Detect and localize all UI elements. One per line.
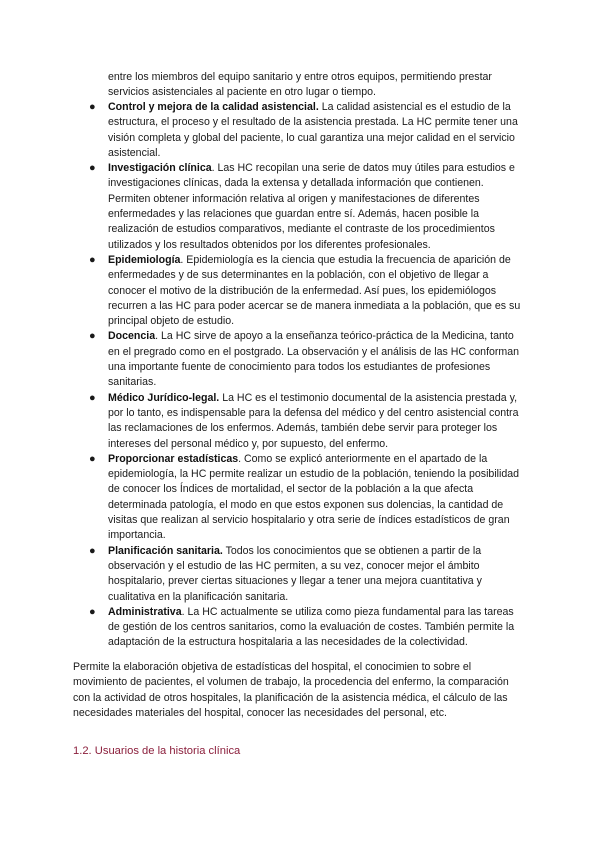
bullet-icon: ● <box>89 101 96 113</box>
bullet-icon: ● <box>89 162 96 175</box>
bullet-list <box>89 100 523 651</box>
bullet-text: . La HC actualmente se utiliza como pieza fundamental para las tareas de gestión de los centros sanitarios, como la evaluación de costes. También permite la adaptación de la estructura hospitalaria a las necesidades de la colectividad. <box>108 605 515 649</box>
bullet-item <box>89 605 523 651</box>
bullet-icon: ● <box>89 253 96 266</box>
bullet-title: Epidemiología <box>108 253 181 266</box>
bullet-icon: ● <box>89 330 96 343</box>
bullet-title: Investigación clínica <box>108 162 212 175</box>
bullet-item <box>89 391 523 452</box>
bullet-icon: ● <box>89 452 96 465</box>
bullet-item <box>89 253 523 329</box>
bullet-text: . Las HC recopilan una serie de datos muy útiles para estudios e investigaciones clínicas, dada la extensa y detallada información que contienen. Permiten obtener información relativa al origen y manifestaciones de diferentes enfermedades y las relaciones que guardan entre sí. Además, hacen posible la realización de estudios comparativos, mediante el contraste de los procedimientos utilizados y los resultados obtenidos por los diferentes profesionales. <box>108 162 515 251</box>
bullet-item <box>89 329 523 390</box>
bullet-title: Administrativa <box>108 605 182 618</box>
bullet-title: Proporcionar estadísticas <box>108 452 239 465</box>
bullet-icon: ● <box>89 605 96 618</box>
bullet-item <box>89 544 523 605</box>
section-heading: 1.2. Usuarios de la historia clínica <box>73 745 241 757</box>
bullet-text: La HC es el testimonio documental de la asistencia prestada y, por lo tanto, es indispensable para la defensa del médico y del centro asistencial contra las reclamaciones de los enfermos. Además, también debe servir para proteger los intereses del personal médico y, por supuesto, del enfermo. <box>108 391 519 450</box>
continuation-text: entre los miembros del equipo sanitario y entre otros equipos, permitiendo prestar servicios asistenciales al paciente en otro lugar o tiempo. <box>108 71 492 99</box>
bullet-text: Todos los conocimientos que se obtienen a partir de la observación y el estudio de las HC permiten, a su vez, conocer mejor el ámbito hospitalario, prever ciertas situaciones y llegar a tener una mejora cuantitativa y cualitativa en la planificación sanitaria. <box>108 544 482 603</box>
bullet-text: . La HC sirve de apoyo a la enseñanza teórico-práctica de la Medicina, tanto en el pregrado como en el postgrado. La observación y el análisis de las HC conforman una importante fuente de conocimiento para todos los estudiantes de profesiones sanitarias. <box>108 330 520 389</box>
bullet-item <box>89 161 523 253</box>
bullet-text: . Como se explicó anteriormente en el apartado de la epidemiología, la HC permite realizar un estudio de la población, teniendo la posibilidad de conocer los Índices de mortalidad, el sector de la población a la que afecta determinada patología, el modo en que estos exponen sus dolencias, la cantidad de visitas que realizan al servicio hospitalario y otra serie de índices estadísticos de gran importancia. <box>108 452 520 542</box>
summary-paragraph: Permite la elaboración objetiva de estadísticas del hospital, el conocimien to sobre el movimiento de pacientes, el volumen de trabajo, la procedencia del enfermo, la comparación con la actividad de otros hospitales, la planificación de la asistencia médica, el cálculo de las necesidades materiales del hospital, conocer las necesidades del personal, etc. <box>73 661 509 719</box>
bullet-title: Control y mejora de la calidad asistencial. <box>108 101 319 113</box>
bullet-icon: ● <box>89 391 96 404</box>
bullet-title: Docencia <box>108 330 156 343</box>
bullet-icon: ● <box>89 544 96 557</box>
bullet-text: La calidad asistencial es el estudio de la estructura, el proceso y el resultado de la asistencia prestada. La HC permite tener una visión completa y global del paciente, lo cual garantiza una mejor calidad en el servicio asistencial. <box>108 101 518 159</box>
bullet-text: . Epidemiología es la ciencia que estudia la frecuencia de aparición de enfermedades y de sus determinantes en la población, con el objetivo de llegar a conocer el motivo de la distribución de la enfermedad. Así pues, los epidemiólogos recurren a las HC para poder acercar se de manera inmediata a la población, que es su principal objeto de estudio. <box>108 253 521 328</box>
bullet-item <box>89 100 523 161</box>
bullet-title: Médico Jurídico-legal. <box>108 391 220 404</box>
bullet-title: Planificación sanitaria. <box>108 544 223 557</box>
bullet-item <box>89 452 523 544</box>
